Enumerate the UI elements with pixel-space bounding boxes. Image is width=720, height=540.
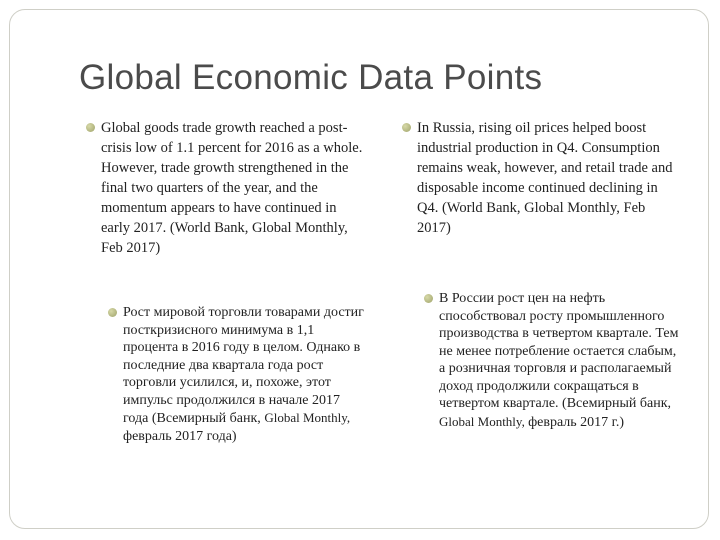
bullet-source: Global Monthly,: [439, 413, 529, 429]
bullet-tail: февраль 2017 года): [123, 428, 237, 444]
bullet-en-russia: [417, 118, 682, 238]
bullet-text: Рост мировой торговли товарами достиг посткризисного минимума в 1,1 процента в 2016 году в целом. Однако в последние два квартала года рост торговли усилился, и, похоже, этот импульс продолжился в начале 2017 года (Всемирный банк,: [123, 305, 364, 426]
bullet-text: In Russia, rising oil prices helped boost industrial production in Q4. Consumption remains weak, however, and retail trade and disposable income continued declining in Q4. (World Bank, Global Monthly, Feb 2017): [417, 120, 673, 236]
bullet-dot-icon: [424, 294, 433, 303]
bullet-source: Global Monthly,: [264, 410, 351, 425]
bullet-tail: февраль 2017 г.): [528, 414, 625, 430]
bullet-dot-icon: [86, 123, 95, 132]
bullet-ru-russia: [439, 290, 684, 431]
slide-title: Global Economic Data Points: [79, 58, 543, 97]
bullet-dot-icon: [402, 123, 411, 132]
bullet-ru-global-trade: [123, 304, 368, 445]
bullet-text: В России рост цен на нефть способствовал росту промышленного производства в четвертом квартале. Тем не менее потребление остается слабым, а розничная торговля и располагаемый доход продолжили сокращаться в четвертом квартале. (Всемирный банк,: [439, 291, 679, 411]
bullet-text: Global goods trade growth reached a post-crisis low of 1.1 percent for 2016 as a whole. However, trade growth strengthened in the final two quarters of the year, and the momentum appears to have continued in early 2017. (World Bank, Global Monthly, Feb 2017): [101, 120, 363, 256]
bullet-en-global-trade: [101, 118, 366, 258]
bullet-dot-icon: [108, 308, 117, 317]
